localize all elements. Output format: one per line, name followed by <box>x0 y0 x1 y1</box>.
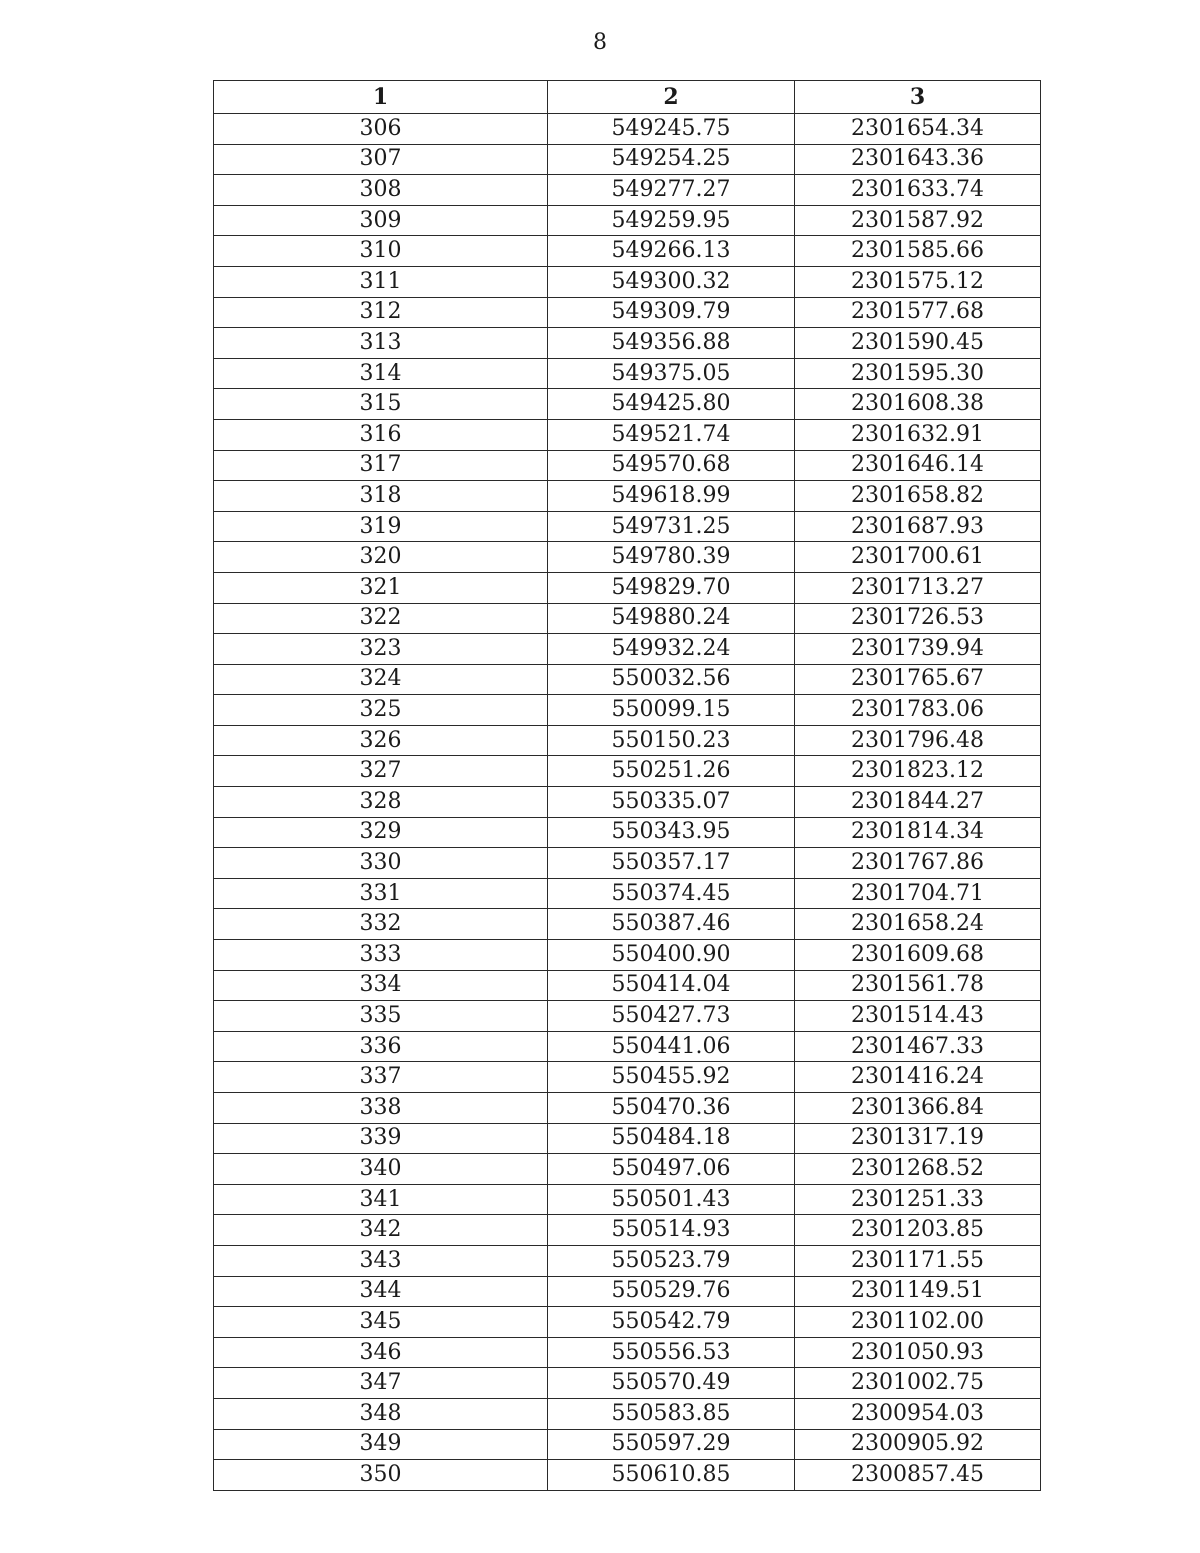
point-number-cell: 344 <box>214 1276 548 1307</box>
coordinate-x-cell: 549254.25 <box>548 144 795 175</box>
table-row <box>214 1429 1041 1460</box>
coordinate-y-cell: 2301765.67 <box>795 664 1041 695</box>
coordinate-y-cell: 2301658.24 <box>795 909 1041 940</box>
point-number-cell: 314 <box>214 358 548 389</box>
coordinate-x-cell: 549309.79 <box>548 297 795 328</box>
coordinate-x-cell: 549618.99 <box>548 481 795 512</box>
coordinate-x-cell: 550556.53 <box>548 1337 795 1368</box>
table-header <box>214 81 1041 114</box>
table-row <box>214 358 1041 389</box>
coordinate-y-cell: 2301700.61 <box>795 542 1041 573</box>
coordinate-y-cell: 2301796.48 <box>795 725 1041 756</box>
point-number-cell: 330 <box>214 848 548 879</box>
coordinate-y-cell: 2300857.45 <box>795 1460 1041 1491</box>
table-row <box>214 1215 1041 1246</box>
coordinate-y-cell: 2301585.66 <box>795 236 1041 267</box>
coordinate-x-cell: 550032.56 <box>548 664 795 695</box>
point-number-cell: 315 <box>214 389 548 420</box>
point-number-cell: 324 <box>214 664 548 695</box>
coordinate-y-cell: 2301416.24 <box>795 1062 1041 1093</box>
coordinate-y-cell: 2301002.75 <box>795 1368 1041 1399</box>
coordinate-y-cell: 2301577.68 <box>795 297 1041 328</box>
point-number-cell: 317 <box>214 450 548 481</box>
point-number-cell: 319 <box>214 511 548 542</box>
coordinate-y-cell: 2301633.74 <box>795 175 1041 206</box>
point-number-cell: 349 <box>214 1429 548 1460</box>
table-row <box>214 1123 1041 1154</box>
coordinate-x-cell: 550343.95 <box>548 817 795 848</box>
coordinate-x-cell: 550099.15 <box>548 695 795 726</box>
coordinate-x-cell: 549259.95 <box>548 205 795 236</box>
coordinate-y-cell: 2301713.27 <box>795 572 1041 603</box>
table-row <box>214 389 1041 420</box>
point-number-cell: 334 <box>214 970 548 1001</box>
coordinate-x-cell: 549521.74 <box>548 419 795 450</box>
coordinate-x-cell: 549829.70 <box>548 572 795 603</box>
table-row <box>214 450 1041 481</box>
column-header-2: 2 <box>548 81 795 114</box>
point-number-cell: 347 <box>214 1368 548 1399</box>
point-number-cell: 310 <box>214 236 548 267</box>
point-number-cell: 335 <box>214 1001 548 1032</box>
coordinate-y-cell: 2301823.12 <box>795 756 1041 787</box>
coordinate-x-cell: 550374.45 <box>548 878 795 909</box>
coordinate-y-cell: 2301739.94 <box>795 634 1041 665</box>
point-number-cell: 342 <box>214 1215 548 1246</box>
coordinate-y-cell: 2301575.12 <box>795 266 1041 297</box>
coordinate-x-cell: 549375.05 <box>548 358 795 389</box>
coordinate-x-cell: 550455.92 <box>548 1062 795 1093</box>
table-row <box>214 175 1041 206</box>
point-number-cell: 331 <box>214 878 548 909</box>
coordinate-x-cell: 550251.26 <box>548 756 795 787</box>
coordinates-table <box>213 80 1041 1491</box>
table-row <box>214 1001 1041 1032</box>
coordinate-x-cell: 549880.24 <box>548 603 795 634</box>
coordinate-y-cell: 2300905.92 <box>795 1429 1041 1460</box>
point-number-cell: 321 <box>214 572 548 603</box>
coordinate-y-cell: 2301654.34 <box>795 114 1041 145</box>
table-row <box>214 297 1041 328</box>
point-number-cell: 327 <box>214 756 548 787</box>
coordinate-y-cell: 2301608.38 <box>795 389 1041 420</box>
point-number-cell: 340 <box>214 1154 548 1185</box>
table-row <box>214 1398 1041 1429</box>
coordinate-x-cell: 550335.07 <box>548 787 795 818</box>
coordinate-y-cell: 2301102.00 <box>795 1307 1041 1338</box>
coordinate-x-cell: 549932.24 <box>548 634 795 665</box>
coordinate-y-cell: 2301844.27 <box>795 787 1041 818</box>
coordinate-x-cell: 549425.80 <box>548 389 795 420</box>
coordinate-x-cell: 549570.68 <box>548 450 795 481</box>
point-number-cell: 341 <box>214 1184 548 1215</box>
column-header-3: 3 <box>795 81 1041 114</box>
table-row <box>214 1337 1041 1368</box>
coordinate-x-cell: 550501.43 <box>548 1184 795 1215</box>
point-number-cell: 313 <box>214 328 548 359</box>
table-row <box>214 1245 1041 1276</box>
coordinate-x-cell: 549780.39 <box>548 542 795 573</box>
coordinate-y-cell: 2301317.19 <box>795 1123 1041 1154</box>
point-number-cell: 312 <box>214 297 548 328</box>
point-number-cell: 307 <box>214 144 548 175</box>
coordinate-y-cell: 2301587.92 <box>795 205 1041 236</box>
table-row <box>214 1154 1041 1185</box>
table-row <box>214 236 1041 267</box>
coordinate-y-cell: 2301171.55 <box>795 1245 1041 1276</box>
coordinate-y-cell: 2301783.06 <box>795 695 1041 726</box>
point-number-cell: 323 <box>214 634 548 665</box>
coordinate-x-cell: 550514.93 <box>548 1215 795 1246</box>
table-row <box>214 603 1041 634</box>
table-row <box>214 1307 1041 1338</box>
coordinate-y-cell: 2301609.68 <box>795 940 1041 971</box>
coordinate-y-cell: 2301561.78 <box>795 970 1041 1001</box>
table-row <box>214 572 1041 603</box>
table-row <box>214 511 1041 542</box>
table-row <box>214 970 1041 1001</box>
table-row <box>214 205 1041 236</box>
point-number-cell: 311 <box>214 266 548 297</box>
point-number-cell: 332 <box>214 909 548 940</box>
coordinate-x-cell: 550357.17 <box>548 848 795 879</box>
coordinate-y-cell: 2301203.85 <box>795 1215 1041 1246</box>
table-row <box>214 1062 1041 1093</box>
table-row <box>214 419 1041 450</box>
coordinate-y-cell: 2301814.34 <box>795 817 1041 848</box>
coordinate-y-cell: 2301514.43 <box>795 1001 1041 1032</box>
coordinate-x-cell: 550414.04 <box>548 970 795 1001</box>
coordinate-y-cell: 2301467.33 <box>795 1031 1041 1062</box>
coordinate-y-cell: 2301658.82 <box>795 481 1041 512</box>
coordinate-x-cell: 550542.79 <box>548 1307 795 1338</box>
header-row <box>214 81 1041 114</box>
point-number-cell: 320 <box>214 542 548 573</box>
coordinate-x-cell: 550583.85 <box>548 1398 795 1429</box>
table-row <box>214 878 1041 909</box>
point-number-cell: 345 <box>214 1307 548 1338</box>
table-row <box>214 940 1041 971</box>
table-body <box>214 114 1041 1491</box>
point-number-cell: 348 <box>214 1398 548 1429</box>
point-number-cell: 337 <box>214 1062 548 1093</box>
point-number-cell: 325 <box>214 695 548 726</box>
coordinate-x-cell: 550441.06 <box>548 1031 795 1062</box>
table-row <box>214 1368 1041 1399</box>
coordinate-x-cell: 549277.27 <box>548 175 795 206</box>
column-header-1: 1 <box>214 81 548 114</box>
point-number-cell: 322 <box>214 603 548 634</box>
table-row <box>214 634 1041 665</box>
table-row <box>214 756 1041 787</box>
coordinate-y-cell: 2301643.36 <box>795 144 1041 175</box>
table-row <box>214 266 1041 297</box>
coordinate-x-cell: 550427.73 <box>548 1001 795 1032</box>
point-number-cell: 339 <box>214 1123 548 1154</box>
coordinate-y-cell: 2301595.30 <box>795 358 1041 389</box>
coordinate-x-cell: 549245.75 <box>548 114 795 145</box>
point-number-cell: 343 <box>214 1245 548 1276</box>
coordinate-x-cell: 550570.49 <box>548 1368 795 1399</box>
table-row <box>214 328 1041 359</box>
coordinate-x-cell: 550470.36 <box>548 1093 795 1124</box>
table-row <box>214 144 1041 175</box>
coordinate-x-cell: 550387.46 <box>548 909 795 940</box>
coordinate-x-cell: 549266.13 <box>548 236 795 267</box>
coordinate-x-cell: 550529.76 <box>548 1276 795 1307</box>
table-row <box>214 1031 1041 1062</box>
coordinate-x-cell: 550497.06 <box>548 1154 795 1185</box>
table-row <box>214 1460 1041 1491</box>
table-row <box>214 817 1041 848</box>
coordinate-x-cell: 550610.85 <box>548 1460 795 1491</box>
coordinate-y-cell: 2301251.33 <box>795 1184 1041 1215</box>
table-row <box>214 114 1041 145</box>
coordinate-y-cell: 2301704.71 <box>795 878 1041 909</box>
table-row <box>214 481 1041 512</box>
point-number-cell: 350 <box>214 1460 548 1491</box>
table-row <box>214 1093 1041 1124</box>
coordinate-y-cell: 2300954.03 <box>795 1398 1041 1429</box>
coordinate-x-cell: 549300.32 <box>548 266 795 297</box>
coordinate-y-cell: 2301646.14 <box>795 450 1041 481</box>
point-number-cell: 309 <box>214 205 548 236</box>
coordinate-x-cell: 550484.18 <box>548 1123 795 1154</box>
table-row <box>214 909 1041 940</box>
point-number-cell: 328 <box>214 787 548 818</box>
coordinate-y-cell: 2301687.93 <box>795 511 1041 542</box>
coordinate-y-cell: 2301767.86 <box>795 848 1041 879</box>
point-number-cell: 306 <box>214 114 548 145</box>
coordinate-x-cell: 550523.79 <box>548 1245 795 1276</box>
point-number-cell: 318 <box>214 481 548 512</box>
table-row <box>214 1276 1041 1307</box>
point-number-cell: 329 <box>214 817 548 848</box>
coordinate-x-cell: 549356.88 <box>548 328 795 359</box>
point-number-cell: 316 <box>214 419 548 450</box>
table-row <box>214 664 1041 695</box>
table-row <box>214 695 1041 726</box>
page-number: 8 <box>593 30 607 55</box>
point-number-cell: 326 <box>214 725 548 756</box>
coordinate-y-cell: 2301726.53 <box>795 603 1041 634</box>
point-number-cell: 346 <box>214 1337 548 1368</box>
coordinate-y-cell: 2301366.84 <box>795 1093 1041 1124</box>
point-number-cell: 308 <box>214 175 548 206</box>
point-number-cell: 333 <box>214 940 548 971</box>
table-row <box>214 1184 1041 1215</box>
coordinate-x-cell: 550150.23 <box>548 725 795 756</box>
table-row <box>214 725 1041 756</box>
coordinate-y-cell: 2301590.45 <box>795 328 1041 359</box>
point-number-cell: 336 <box>214 1031 548 1062</box>
coordinate-y-cell: 2301268.52 <box>795 1154 1041 1185</box>
coordinate-y-cell: 2301632.91 <box>795 419 1041 450</box>
table-row <box>214 848 1041 879</box>
table-row <box>214 542 1041 573</box>
point-number-cell: 338 <box>214 1093 548 1124</box>
coordinate-x-cell: 549731.25 <box>548 511 795 542</box>
coordinate-x-cell: 550597.29 <box>548 1429 795 1460</box>
coordinate-x-cell: 550400.90 <box>548 940 795 971</box>
coordinate-y-cell: 2301149.51 <box>795 1276 1041 1307</box>
coordinate-y-cell: 2301050.93 <box>795 1337 1041 1368</box>
table-row <box>214 787 1041 818</box>
